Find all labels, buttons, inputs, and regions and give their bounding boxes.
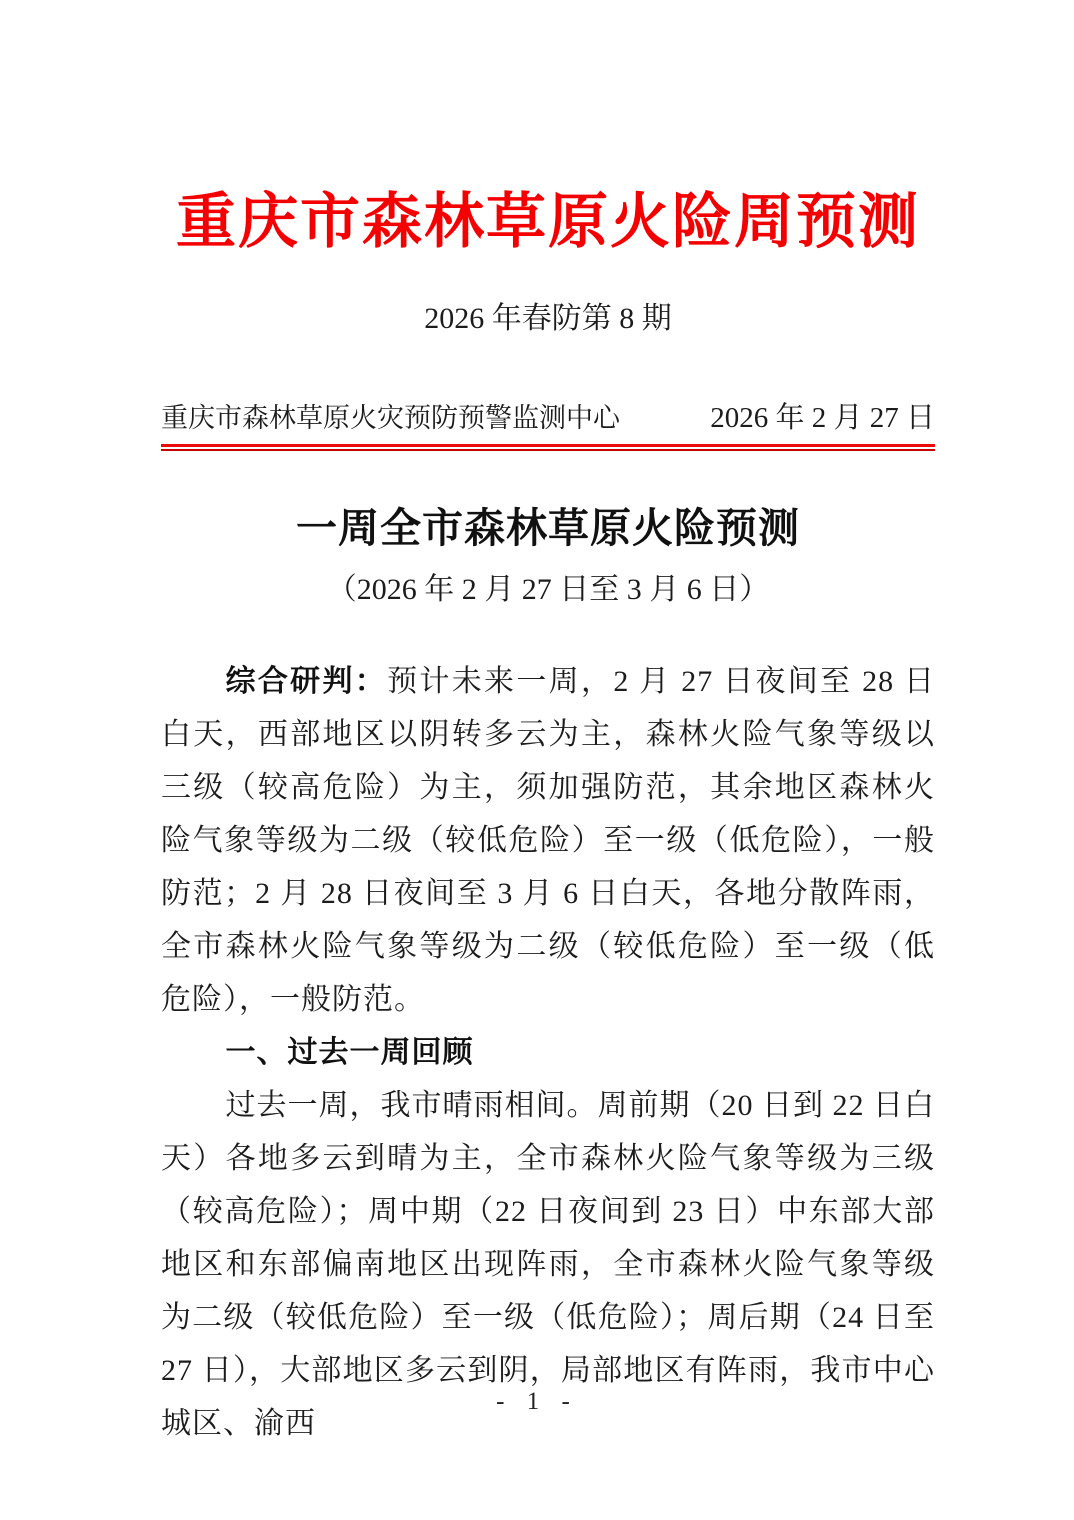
- report-body: [161, 503, 935, 1450]
- paragraph-overall-judgement: [161, 655, 935, 1026]
- report-title: 一周全市森林草原火险预测: [296, 505, 800, 551]
- masthead: [161, 183, 935, 451]
- section-heading-past-week-review: 一、过去一周回顾: [225, 1036, 474, 1069]
- masthead-rule: [161, 444, 935, 451]
- issue-date: 2026 年 2 月 27 日: [710, 402, 935, 434]
- masthead-rule-top-line: [161, 444, 935, 447]
- issuing-agency: 重庆市森林草原火灾预防预警监测中心: [161, 403, 620, 433]
- issue-number: 2026 年春防第 8 期: [424, 302, 672, 335]
- issuer-row: [161, 401, 935, 435]
- paragraph-past-week-review: 过去一周，我市晴雨相间。周前期（20 日到 22 日白天）各地多云到晴为主，全市森林火险气象等级为三级（较高危险）；周中期（22 日夜间到 23 日）中东部大部地区和东部偏南地区出现阵雨，全市森林火险气象等级为二级（较低危险）至一级（低危险）；周后期（24 日至 27 日），大部地区多云到阴，局部地区有阵雨，我市中心城区、渝西: [161, 1089, 935, 1440]
- paragraph-text: 预计未来一周，2 月 27 日夜间至 28 日白天，西部地区以阴转多云为主，森林火险气象等级以三级（较高危险）为主，须加强防范，其余地区森林火险气象等级为二级（较低危险）至一级（低危险），一般防范；2 月 28 日夜间至 3 月 6 日白天，各地分散阵雨，全市森林火险气象等级为二级（较低危险）至一级（低危险），一般防范。: [161, 665, 936, 1016]
- page-number: - 1 -: [496, 1388, 578, 1415]
- paragraph-lead-label: 综合研判：: [225, 665, 388, 698]
- doc-title: 重庆市森林草原火险周预测: [176, 189, 920, 255]
- masthead-rule-bottom-line: [161, 449, 935, 451]
- report-period: （2026 年 2 月 27 日至 3 月 6 日）: [326, 573, 770, 606]
